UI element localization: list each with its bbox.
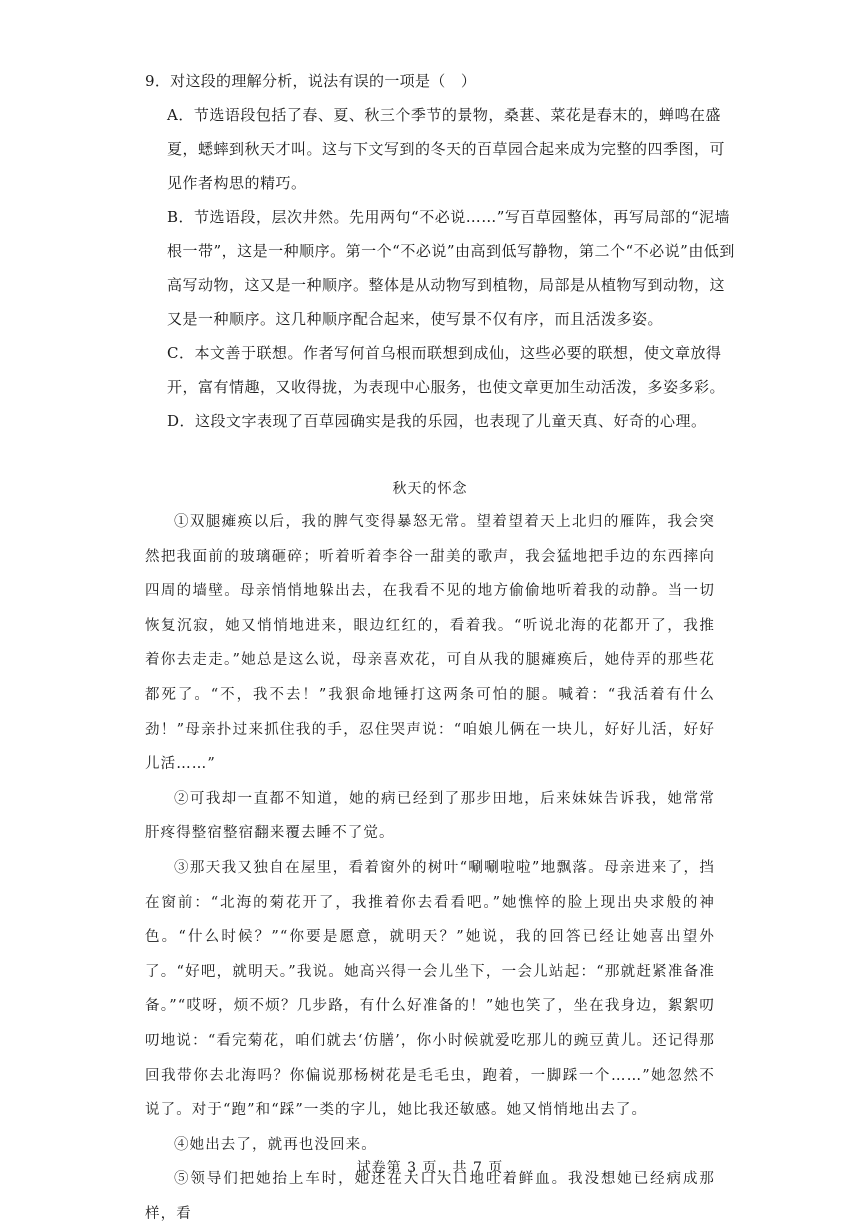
page-footer: 试卷第 3 页，共 7 页 (356, 1160, 504, 1176)
option-c: C．本文善于联想。作者写何首乌根而联想到成仙，这些必要的联想，使文章放得开，富有情趣，又收得拢，为表现中心服务，也使文章更加生动活泼，多姿多彩。 (167, 344, 726, 396)
paragraph-5: ⑤领导们把她抬上车时，她还在大口大口地吐着鲜血。我没想她已经病成那样，看 (145, 1171, 715, 1222)
question-9 (145, 64, 735, 438)
question-stem: 9．对这段的理解分析，说法有误的一项是（ ） (145, 72, 477, 90)
option-d: D．这段文字表现了百草园确实是我的乐园，也表现了儿童天真、好奇的心理。 (167, 412, 707, 430)
paragraph-2: ②可我却一直都不知道，她的病已经到了那步田地，后来妹妹告诉我，她常常肝疼得整宿整宿翻来覆去睡不了觉。 (145, 790, 715, 842)
paragraph-1: ①双腿瘫痪以后，我的脾气变得暴怒无常。望着望着天上北归的雁阵，我会突然把我面前的玻璃砸碎；听着听着李谷一甜美的歌声，我会猛地把手边的东西摔向四周的墙壁。母亲悄悄地躲出去，在我看不见的地方偷偷地听着我的动静。当一切恢复沉寂，她又悄悄地进来，眼边红红的，看着我。“听说北海的花都开了，我推着你去走走。”她总是这么说，母亲喜欢花，可自从我的腿瘫痪后，她侍弄的那些花都死了。“不，我不去！”我狠命地锤打这两条可怕的腿。喊着：“我活着有什么劲！”母亲扑过来抓住我的手，忍住哭声说：“咱娘儿俩在一块儿，好好儿活，好好儿活……” (145, 514, 715, 773)
paragraph-4: ④她出去了，就再也没回来。 (174, 1136, 377, 1153)
option-a: A．节选语段包括了春、夏、秋三个季节的景物，桑葚、菜花是春末的，蝉鸣在盛夏，蟋蟀到秋天才叫。这与下文写到的冬天的百草园合起来成为完整的四季图，可见作者构思的精巧。 (167, 106, 726, 192)
paragraph-3: ③那天我又独自在屋里，看着窗外的树叶“唰唰啦啦”地飘落。母亲进来了，挡在窗前：“北海的菊花开了，我推着你去看看吧。”她憔悴的脸上现出央求般的神色。“什么时候？”“你要是愿意，就明天？”她说，我的回答已经让她喜出望外了。“好吧，就明天。”我说。她高兴得一会儿坐下，一会儿站起：“那就赶紧准备准备。”“哎呀，烦不烦？几步路，有什么好准备的！”她也笑了，坐在我身边，絮絮叨叨地说：“看完菊花，咱们就去‘仿膳’，你小时候就爱吃那儿的豌豆黄儿。还记得那回我带你去北海吗？你偏说那杨树花是毛毛虫，跑着，一脚踩一个……”她忽然不说了。对于“跑”和“踩”一类的字儿，她比我还敏感。她又悄悄地出去了。 (145, 859, 715, 1119)
passage-body (145, 505, 715, 1231)
passage-title: 秋天的怀念 (392, 481, 468, 497)
option-b: B．节选语段，层次井然。先用两句“不必说……”写百草园整体，再写局部的“泥墙根一带”，这是一种顺序。第一个“不必说”由高到低写静物，第二个“不必说”由低到高写动物，这又是一种顺序。整体是从动物写到植物，局部是从植物写到动物，这又是一种顺序。这几种顺序配合起来，使写景不仅有序，而且活泼多姿。 (167, 208, 735, 328)
